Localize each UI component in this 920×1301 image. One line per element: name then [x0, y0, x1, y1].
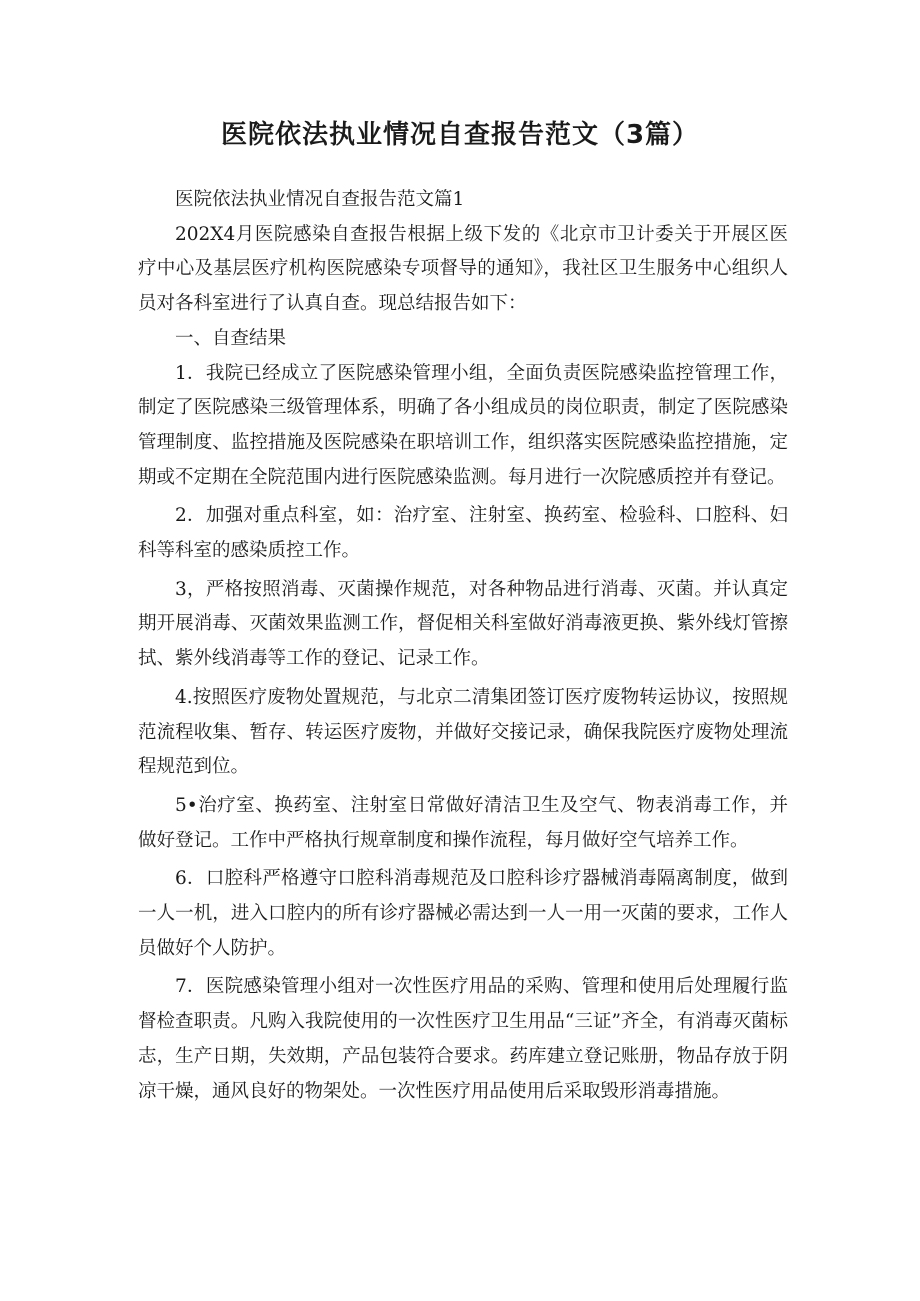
paragraph-item-5: 5•治疗室、换药室、注射室日常做好清洁卫生及空气、物表消毒工作，并做好登记。工作中严格执行规章制度和操作流程，每月做好空气培养工作。 — [138, 794, 788, 851]
section-heading: 医院依法执业情况自查报告范文篇1 — [175, 189, 465, 210]
paragraph-item-1: 1．我院已经成立了医院感染管理小组，全面负责医院感染监控管理工作，制定了医院感染三级管理体系，明确了各小组成员的岗位职责，制定了医院感染管理制度、监控措施及医院感染在职培训工作，组织落实医院感染监控措施，定期或不定期在全院范围内进行医院感染监测。每月进行一次院感质控并有登记。 — [138, 362, 788, 488]
paragraph-item-7: 7．医院感染管理小组对一次性医疗用品的采购、管理和使用后处理履行监督检查职责。凡购入我院使用的一次性医疗卫生用品“三证”齐全，有消毒灭菌标志，生产日期，失效期，产品包装符合要求。药库建立登记账册，物品存放于阴凉干燥，通风良好的物架处。一次性医疗用品使用后采取毁形消毒措施。 — [138, 976, 788, 1102]
paragraph-intro: 202X4月医院感染自查报告根据上级下发的《北京市卫计委关于开展区医疗中心及基层医疗机构医院感染专项督导的通知》，我社区卫生服务中心组织人员对各科室进行了认真自查。现总结报告如下： — [138, 223, 788, 315]
subheading-results: 一、自查结果 — [175, 327, 287, 349]
paragraph-item-6: 6．口腔科严格遵守口腔科消毒规范及口腔科诊疗器械消毒隔离制度，做到一人一机，进入口腔内的所有诊疗器械必需达到一人一用一灭菌的要求，工作人员做好个人防护。 — [138, 868, 788, 959]
document-title: 医院依法执业情况自查报告范文（3篇） — [220, 120, 700, 150]
document-body — [138, 183, 788, 1109]
paragraph-item-3: 3，严格按照消毒、灭菌操作规范，对各种物品进行消毒、灭菌。并认真定期开展消毒、灭菌效果监测工作，督促相关科室做好消毒液更换、紫外线灯管擦拭、紫外线消毒等工作的登记、记录工作。 — [138, 578, 788, 670]
paragraph-item-4: 4.按照医疗废物处置规范，与北京二清集团签订医疗废物转运协议，按照规范流程收集、暂存、转运医疗废物，并做好交接记录，确保我院医疗废物处理流程规范到位。 — [138, 686, 788, 778]
paragraph-item-2: 2．加强对重点科室，如：治疗室、注射室、换药室、检验科、口腔科、妇科等科室的感染质控工作。 — [138, 505, 788, 562]
